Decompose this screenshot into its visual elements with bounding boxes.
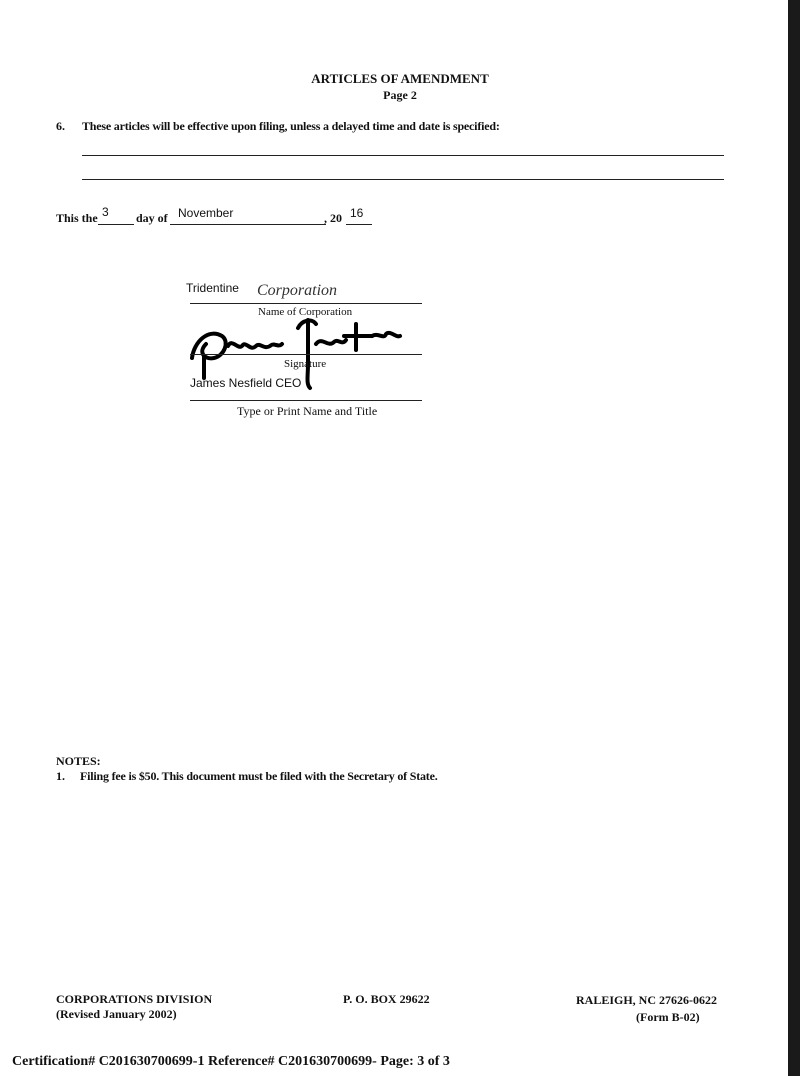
printed-name-label: Type or Print Name and Title xyxy=(237,404,378,418)
scan-edge xyxy=(788,0,800,1076)
certification-line: Certification# C201630700699-1 Reference# C201630700699- Page: 3 of 3 xyxy=(12,1054,450,1069)
document-title: ARTICLES OF AMENDMENT xyxy=(311,71,489,86)
date-day: 3 xyxy=(102,205,109,219)
footer-division: CORPORATIONS DIVISION xyxy=(56,992,213,1006)
corp-name-script: Corporation xyxy=(257,282,338,299)
signature-stroke-f xyxy=(316,340,346,344)
footer-po-box: P. O. BOX 29622 xyxy=(343,992,430,1006)
footer-revised: (Revised January 2002) xyxy=(56,1007,177,1021)
notes-heading: NOTES: xyxy=(56,754,101,768)
signature-label: Signature xyxy=(284,358,327,370)
date-day-of: day of xyxy=(136,211,168,225)
corp-name-label: Name of Corporation xyxy=(258,306,353,318)
signature-line xyxy=(190,354,422,355)
effective-date-line-1 xyxy=(82,155,724,156)
printed-name-line xyxy=(190,400,422,401)
corp-name-line xyxy=(190,303,422,304)
corp-name-typed: Tridentine xyxy=(186,281,239,295)
item-6-number: 6. xyxy=(56,119,65,133)
date-month: November xyxy=(178,206,234,220)
footer-address: RALEIGH, NC 27626-0622 xyxy=(576,993,718,1007)
signature-stroke-c xyxy=(228,343,282,348)
date-year: 16 xyxy=(350,206,364,220)
date-prefix: This the xyxy=(56,211,98,225)
item-6-text: These articles will be effective upon filing, unless a delayed time and date is specified: xyxy=(82,119,500,133)
notes-item-text: Filing fee is $50. This document must be filed with the Secretary of State. xyxy=(80,769,438,783)
page-label: Page 2 xyxy=(383,88,417,102)
footer-form-number: (Form B-02) xyxy=(636,1010,700,1024)
date-year-prefix: , 20 xyxy=(324,211,342,225)
notes-item-number: 1. xyxy=(56,769,65,783)
date-day-line xyxy=(98,224,134,225)
date-month-line xyxy=(170,224,326,225)
printed-name: James Nesfield CEO xyxy=(190,376,302,390)
effective-date-line-2 xyxy=(82,179,724,180)
date-year-line xyxy=(346,224,372,225)
signature-stroke-i xyxy=(372,333,400,336)
